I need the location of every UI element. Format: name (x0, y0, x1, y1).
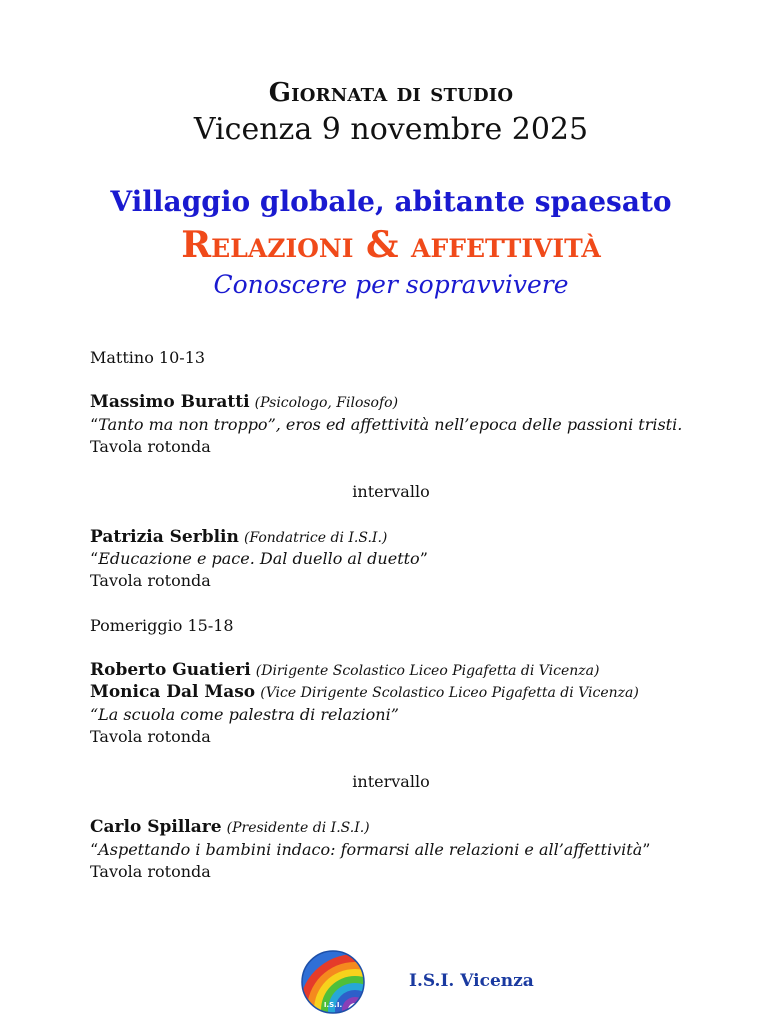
break-label: intervallo (352, 772, 430, 791)
speaker-name: Roberto Guatieri (90, 660, 251, 680)
speaker-row (90, 682, 639, 702)
talk-title-text: Educazione e pace. Dal duello al duetto (98, 549, 420, 568)
event-subtitle: Conoscere per sopravvivere (213, 270, 569, 299)
talk-title-text: Aspettando i bambini indaco: formarsi alle relazioni e all’affettività (98, 840, 643, 859)
talk-title (90, 415, 682, 434)
speaker-role: (Psicologo, Filosofo) (254, 395, 399, 411)
speaker-row (90, 527, 387, 547)
speaker-role: (Dirigente Scolastico Liceo Pigafetta di Vicenza) (255, 663, 600, 679)
speaker-role: (Presidente di I.S.I.) (226, 820, 370, 836)
speaker-name: Monica Dal Maso (90, 682, 256, 702)
talk-title (90, 549, 428, 568)
talk-format: Tavola rotonda (90, 862, 211, 881)
open-quote: “ (90, 840, 99, 859)
speaker-role: (Vice Dirigente Scolastico Liceo Pigafetta di Vicenza) (260, 685, 639, 701)
event-kicker: Giornata di studio (268, 78, 514, 108)
speaker-name: Carlo Spillare (90, 817, 222, 837)
talk-title (90, 840, 650, 859)
speaker-row (90, 817, 370, 837)
talk-format: Tavola rotonda (90, 571, 211, 590)
organization-name: I.S.I. Vicenza (409, 971, 534, 991)
close-quote: ” (419, 549, 428, 568)
close-quote: ” (642, 840, 651, 859)
event-dateline: Vicenza 9 novembre 2025 (193, 112, 589, 147)
talk-title-text: Tanto ma non troppo”, eros ed affettività nell’epoca delle passioni tristi. (98, 415, 683, 434)
afternoon-session-label: Pomeriggio 15-18 (90, 616, 234, 635)
event-title-line2: Relazioni & affettività (181, 224, 601, 266)
isi-logo (301, 950, 365, 1014)
speaker-row (90, 392, 398, 412)
open-quote: “ (90, 549, 99, 568)
talk-format: Tavola rotonda (90, 727, 211, 746)
talk-format: Tavola rotonda (90, 437, 211, 456)
morning-session-label: Mattino 10-13 (90, 348, 206, 367)
speaker-row (90, 660, 599, 680)
speaker-name: Massimo Buratti (90, 392, 250, 412)
speaker-name: Patrizia Serblin (90, 527, 239, 547)
event-title-line1: Villaggio globale, abitante spaesato (110, 185, 672, 218)
open-quote: “ (90, 415, 99, 434)
break-label: intervallo (352, 482, 430, 501)
talk-title: “La scuola come palestra di relazioni” (90, 705, 399, 724)
speaker-role: (Fondatrice di I.S.I.) (243, 530, 388, 546)
logo-text: I.S.I. (323, 1001, 343, 1009)
